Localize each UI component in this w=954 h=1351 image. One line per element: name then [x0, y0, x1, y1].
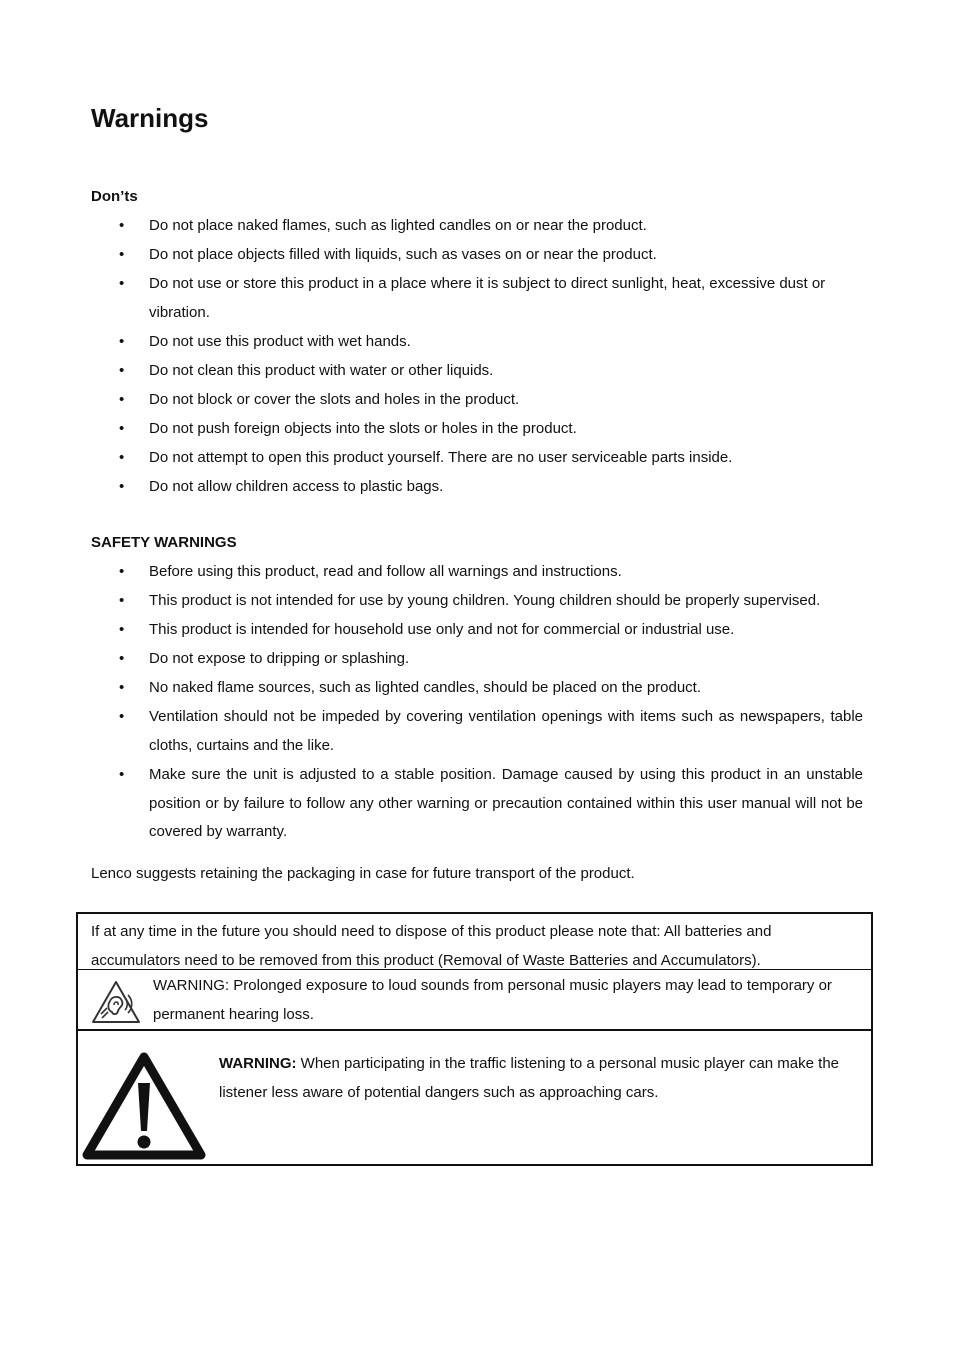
exclamation-triangle-icon — [82, 1051, 206, 1162]
safety-warnings-heading: SAFETY WARNINGS — [91, 534, 237, 551]
list-item: • Do not use this product with wet hands. — [119, 332, 411, 350]
list-item: • Do not block or cover the slots and holes in the product. — [119, 391, 520, 409]
list-item: • This product is not intended for use by young children. Young children should be properly supervised. — [119, 592, 821, 610]
donts-list — [91, 212, 863, 502]
list-item: • This product is intended for household use only and not for commercial or industrial use. — [119, 621, 735, 639]
safety-warnings-list — [91, 558, 863, 847]
list-item: • Do not clean this product with water or other liquids. — [119, 361, 494, 379]
donts-heading: Don’ts — [91, 188, 138, 205]
packaging-note: Lenco suggests retaining the packaging in case for future transport of the product. — [91, 865, 635, 882]
list-item: • Do not place objects filled with liquids, such as vases on or near the product. — [119, 246, 657, 264]
list-item: • Do not push foreign objects into the slots or holes in the product. — [119, 420, 577, 438]
hearing-warning-icon — [91, 980, 141, 1024]
list-item: • No naked flame sources, such as lighted candles, should be placed on the product. — [119, 679, 702, 697]
list-item: • Do not place naked flames, such as lighted candles on or near the product. — [119, 217, 647, 234]
list-item: • Do not attempt to open this product yourself. There are no user serviceable parts inside. — [119, 449, 733, 467]
warning-label: WARNING: — [219, 1055, 297, 1072]
list-item: • Before using this product, read and follow all warnings and instructions. — [119, 563, 622, 580]
traffic-warning-box — [76, 1029, 873, 1166]
list-item: • Do not allow children access to plastic bags. — [119, 478, 444, 496]
list-item: • Do not use or store this product in a place where it is subject to direct sunlight, heat, excessive dust or vibration. — [119, 275, 826, 321]
hearing-warning-text: WARNING: Prolonged exposure to loud sounds from personal music players may lead to temporary or permanent hearing loss. — [153, 977, 832, 1023]
battery-disposal-text: If at any time in the future you should need to dispose of this product please note that: All batteries and accumulators need to be removed from this product (Removal of Waste Batteries and Accumulators). — [91, 923, 772, 969]
list-item: • Do not expose to dripping or splashing. — [119, 650, 410, 668]
traffic-warning-text: WARNING: When participating in the traffic listening to a personal music player can make the listener less aware of potential dangers such as approaching cars. — [219, 1055, 840, 1101]
list-item: • Make sure the unit is adjusted to a stable position. Damage caused by using this product in an unstable position or by failure to follow any other warning or precaution contained within this user manual will not be covered by warranty. — [119, 766, 863, 841]
list-item: • Ventilation should not be impeded by covering ventilation openings with items such as newspapers, table cloths, curtains and the like. — [119, 708, 863, 755]
hearing-warning-box — [76, 969, 873, 1030]
battery-disposal-box — [76, 912, 873, 970]
page-title: Warnings — [91, 103, 209, 133]
